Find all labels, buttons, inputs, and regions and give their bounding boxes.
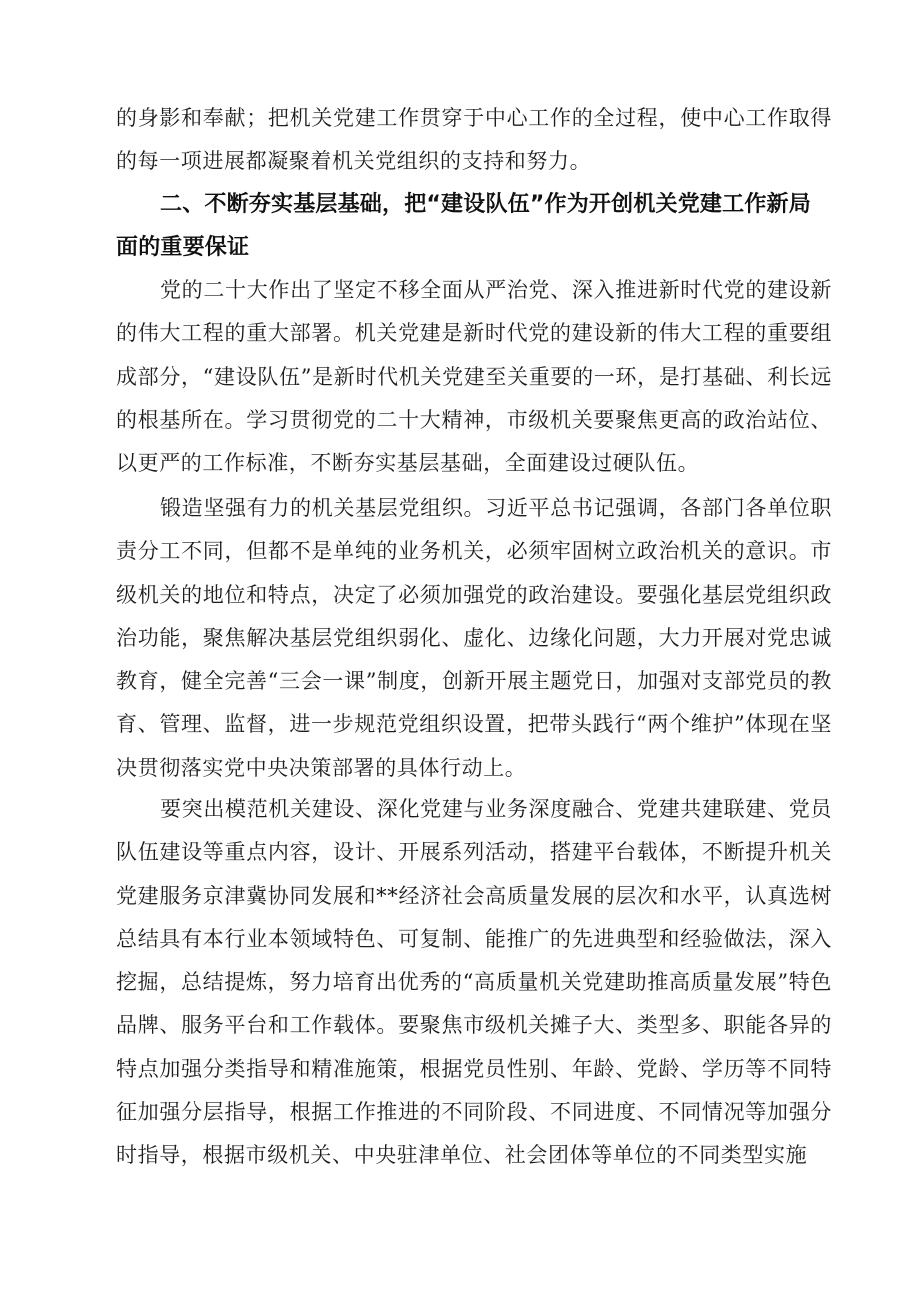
body-paragraph: 党的二十大作出了坚定不移全面从严治党、深入推进新时代党的建设新的伟大工程的重大部署。机关党建是新时代党的建设新的伟大工程的重要组成部分，“建设队伍”是新时代机关党建至关重要的一环，是打基础、利长远的根基所在。学习贯彻党的二十大精神，市级机关要聚焦更高的政治站位、以更严的工作标准，不断夯实基层基础，全面建设过硬队伍。 [116,278,832,476]
section-heading: 二、不断夯实基层基础，把“建设队伍”作为开创机关党建工作新局面的重要保证 [116,192,811,260]
continuation-paragraph: 的身影和奉献；把机关党建工作贯穿于中心工作的全过程，使中心工作取得的每一项进展都凝聚着机关党组织的支持和努力。 [116,106,832,174]
body-paragraph: 要突出模范机关建设、深化党建与业务深度融合、党建共建联建、党员队伍建设等重点内容，设计、开展系列活动，搭建平台载体，不断提升机关党建服务京津冀协同发展和**经济社会高质量发展的层次和水平，认真选树总结具有本行业本领域特色、可复制、能推广的先进典型和经验做法，深入挖掘，总结提炼，努力培育出优秀的“高质量机关党建助推高质量发展”特色品牌、服务平台和工作载体。要聚焦市级机关摊子大、类型多、职能各异的特点加强分类指导和精准施策，根据党员性别、年龄、党龄、学历等不同特征加强分层指导，根据工作推进的不同阶段、不同进度、不同情况等加强分时指导，根据市级机关、中央驻津单位、社会团体等单位的不同类型实施 [116,797,832,1168]
body-paragraph: 锻造坚强有力的机关基层党组织。习近平总书记强调，各部门各单位职责分工不同，但都不是单纯的业务机关，必须牢固树立政治机关的意识。市级机关的地位和特点，决定了必须加强党的政治建设。要强化基层党组织政治功能，聚焦解决基层党组织弱化、虚化、边缘化问题，大力开展对党忠诚教育，健全完善“三会一课”制度，创新开展主题党日，加强对支部党员的教育、管理、监督，进一步规范党组织设置，把带头践行“两个维护”体现在坚决贯彻落实党中央决策部署的具体行动上。 [116,496,832,780]
